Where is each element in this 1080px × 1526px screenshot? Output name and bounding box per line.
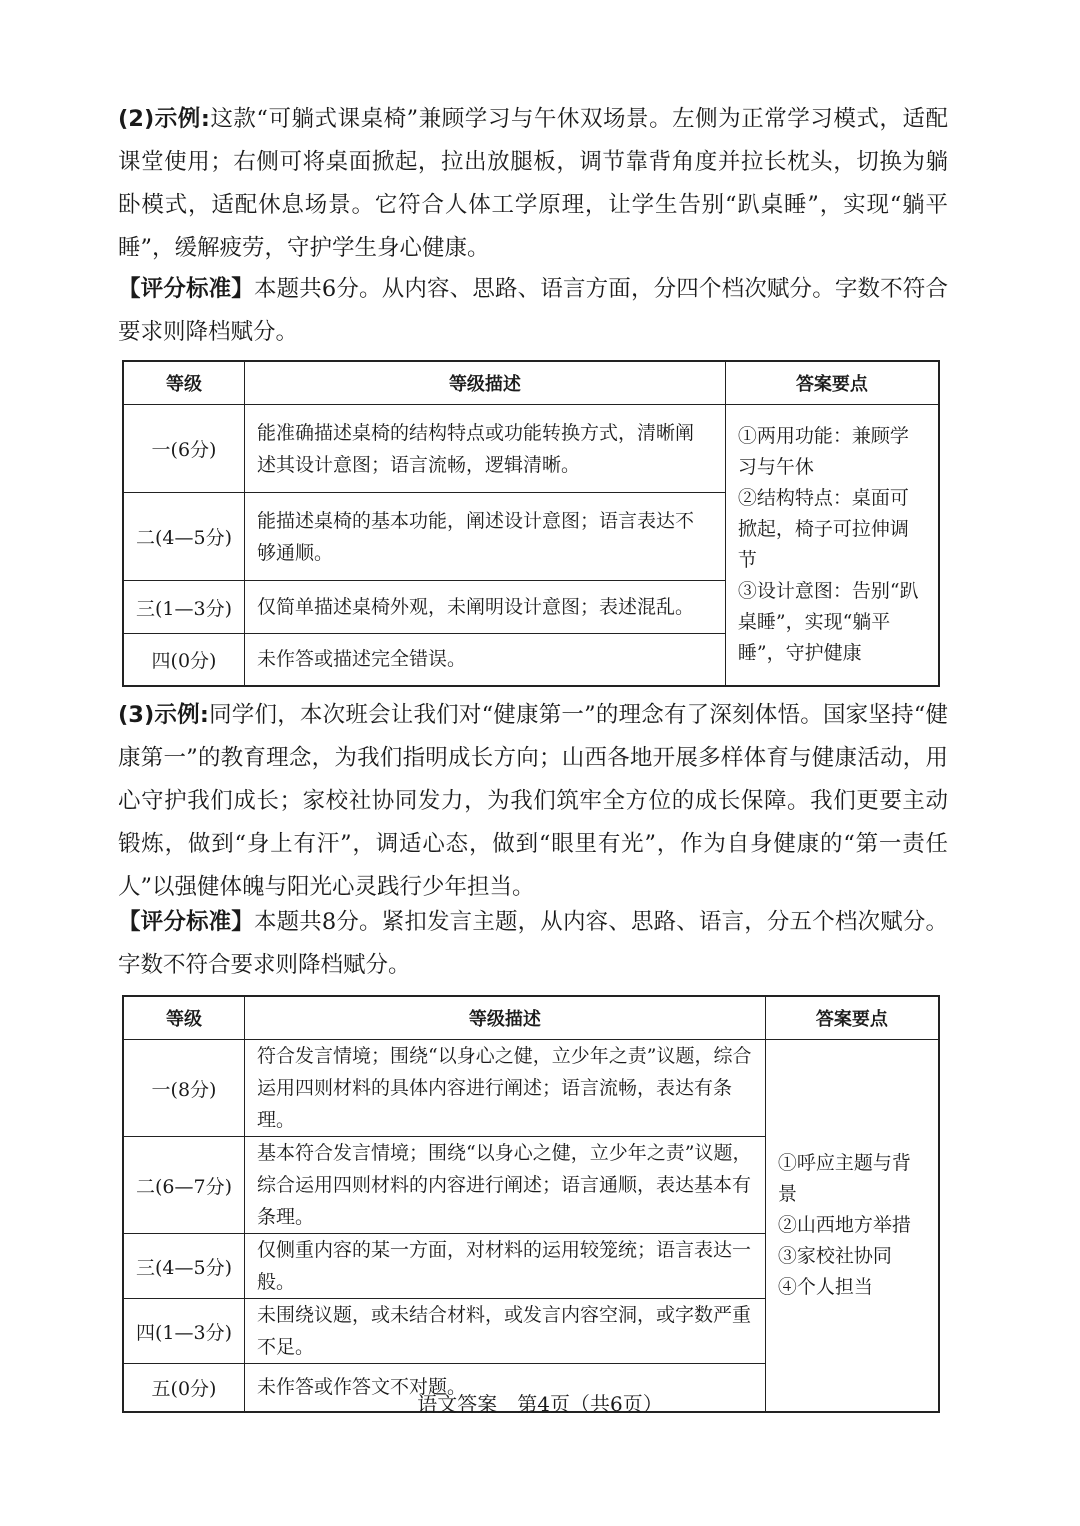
q3-grading-table — [122, 995, 940, 1413]
key-point: ④个人担当 — [777, 1275, 873, 1298]
grade-description: 未围绕议题，或未结合材料，或发言内容空洞，或字数严重不足。 — [245, 1299, 766, 1364]
header-description: 等级描述 — [245, 996, 766, 1040]
key-point: ①呼应主题与背景 — [777, 1151, 911, 1205]
grade-level: 五(0分) — [123, 1364, 245, 1412]
q2-grading-table — [122, 360, 940, 687]
q3-criteria-text: 本题共8分。紧扣发言主题，从内容、思路、语言，分五个档次赋分。字数不符合要求则降档赋分。 — [118, 909, 948, 978]
q3-criteria-label: 【评分标准】 — [118, 909, 254, 935]
key-points-cell — [765, 1040, 939, 1412]
q2-example — [118, 98, 948, 270]
grade-description: 基本符合发言情境；围绕“以身心之健，立少年之责”议题，综合运用四则材料的内容进行阐述；语言通顺，表达基本有条理。 — [245, 1137, 766, 1234]
grade-level: 一(8分) — [123, 1040, 245, 1137]
grade-level: 三(1—3分) — [123, 581, 245, 634]
grade-description: 仅侧重内容的某一方面，对材料的运用较笼统；语言表达一般。 — [245, 1234, 766, 1299]
grade-description: 未作答或描述完全错误。 — [245, 634, 726, 686]
grade-level: 三(4—5分) — [123, 1234, 245, 1299]
q2-criteria-label: 【评分标准】 — [118, 276, 254, 302]
grade-description: 能描述桌椅的基本功能，阐述设计意图；语言表达不够通顺。 — [245, 493, 726, 581]
q2-label: (2)示例: — [118, 106, 210, 132]
key-point: ①两用功能：兼顾学习与午休 — [737, 424, 909, 478]
grade-level: 四(1—3分) — [123, 1299, 245, 1364]
header-key-points: 答案要点 — [765, 996, 939, 1040]
table-header-row — [123, 361, 939, 405]
table-row — [123, 405, 939, 493]
grade-level: 二(6—7分) — [123, 1137, 245, 1234]
header-description: 等级描述 — [245, 361, 726, 405]
grade-description: 仅简单描述桌椅外观，未阐明设计意图；表述混乱。 — [245, 581, 726, 634]
table-header-row — [123, 996, 939, 1040]
grade-level: 一(6分) — [123, 405, 245, 493]
header-level: 等级 — [123, 996, 245, 1040]
table-row — [123, 1040, 939, 1137]
q3-label: (3)示例: — [118, 702, 209, 728]
key-points-cell — [725, 405, 939, 686]
key-point: ②结构特点：桌面可掀起，椅子可拉伸调节 — [737, 486, 909, 571]
q2-criteria — [118, 268, 948, 354]
q3-criteria — [118, 901, 948, 987]
q2-criteria-text: 本题共6分。从内容、思路、语言方面，分四个档次赋分。字数不符合要求则降档赋分。 — [118, 276, 948, 345]
grade-level: 二(4—5分) — [123, 493, 245, 581]
grade-description: 未作答或作答文不对题。 — [245, 1364, 766, 1412]
key-point: ③设计意图：告别“趴桌睡”，实现“躺平睡”，守护健康 — [737, 579, 919, 664]
q3-text: 同学们，本次班会让我们对“健康第一”的理念有了深刻体悟。国家坚持“健康第一”的教育理念，为我们指明成长方向；山西各地开展多样体育与健康活动，用心守护我们成长；家校社协同发力，为我们筑牢全方位的成长保障。我们更要主动锻炼，做到“身上有汗”，调适心态，做到“眼里有光”，作为自身健康的“第一责任人”以强健体魄与阳光心灵践行少年担当。 — [118, 702, 948, 900]
grade-description: 能准确描述桌椅的结构特点或功能转换方式，清晰阐述其设计意图；语言流畅，逻辑清晰。 — [245, 405, 726, 493]
page-footer: 语文答案 第4页（共6页） — [417, 1392, 663, 1416]
grade-description: 符合发言情境；围绕“以身心之健，立少年之责”议题，综合运用四则材料的具体内容进行阐述；语言流畅，表达有条理。 — [245, 1040, 766, 1137]
header-key-points: 答案要点 — [725, 361, 939, 405]
key-point: ②山西地方举措 — [777, 1213, 911, 1236]
grade-level: 四(0分) — [123, 634, 245, 686]
q2-text: 这款“可躺式课桌椅”兼顾学习与午休双场景。左侧为正常学习模式，适配课堂使用；右侧可将桌面掀起，拉出放腿板，调节靠背角度并拉长枕头，切换为躺卧模式，适配休息场景。它符合人体工学原理，让学生告别“趴桌睡”，实现“躺平睡”，缓解疲劳，守护学生身心健康。 — [118, 106, 948, 261]
q3-example — [118, 694, 948, 909]
header-level: 等级 — [123, 361, 245, 405]
key-point: ③家校社协同 — [777, 1244, 892, 1267]
